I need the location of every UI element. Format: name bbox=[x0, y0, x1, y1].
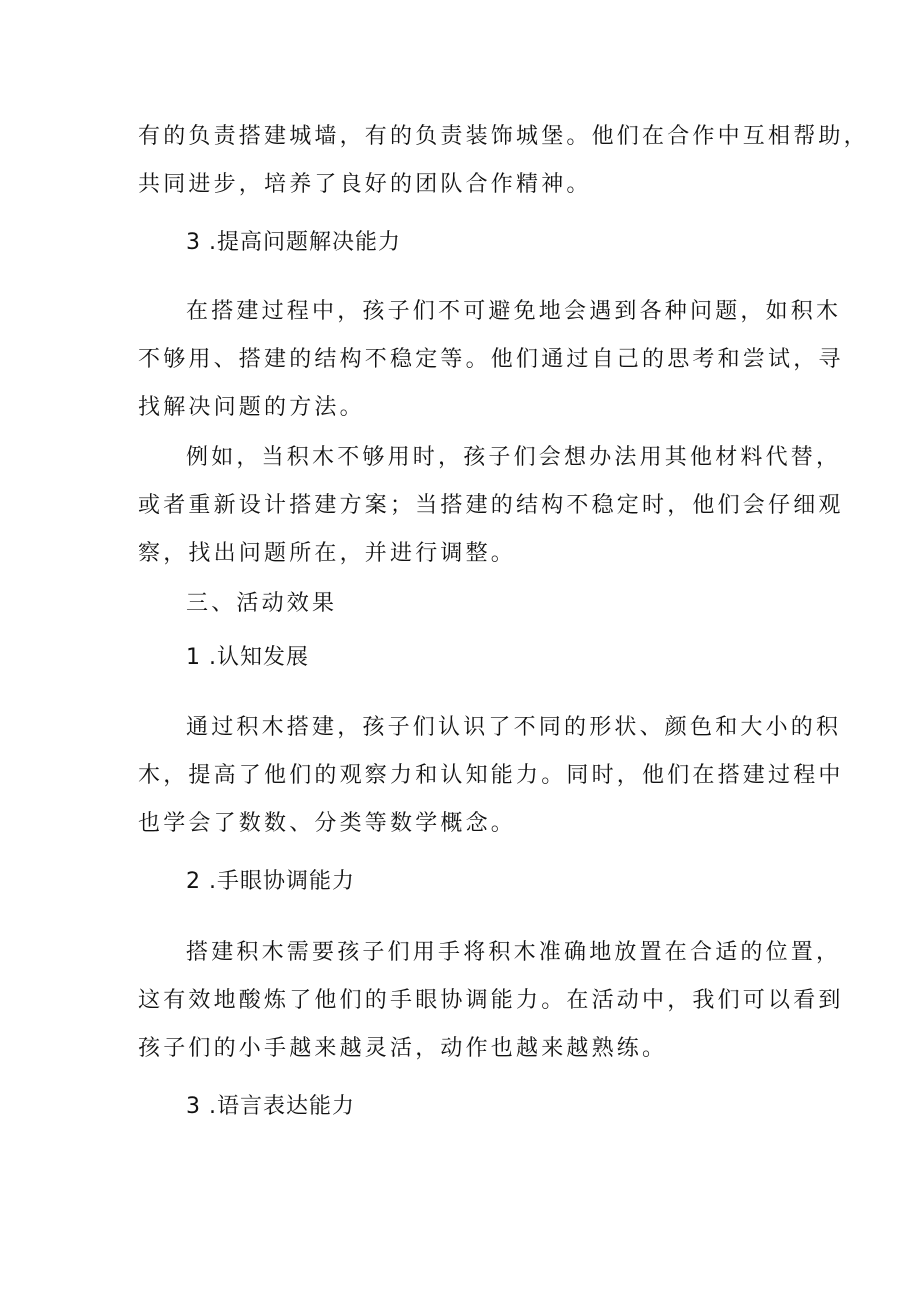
paragraph-text-line: 在搭建过程中，孩子们不可避免地会遇到各种问题，如积木 bbox=[186, 299, 842, 324]
section-title: 三、活动效果 bbox=[186, 591, 338, 616]
paragraph-text-line: 共同进步，培养了良好的团队合作精神。 bbox=[138, 172, 592, 197]
paragraph-text-line: 或者重新设计搭建方案；当搭建的结构不稳定时，他们会仔细观 bbox=[138, 493, 844, 518]
subsection-heading: 3 .提高问题解决能力 bbox=[186, 230, 401, 255]
paragraph-text-line: 孩子们的小手越来越灵活，动作也越来越熟练。 bbox=[138, 1036, 668, 1061]
paragraph-text-line: 搭建积木需要孩子们用手将积木准确地放置在合适的位置， bbox=[186, 940, 842, 965]
paragraph-text-line: 有的负责搭建城墙，有的负责装饰城堡。他们在合作中互相帮助， bbox=[138, 124, 869, 149]
paragraph-text-line: 这有效地酸炼了他们的手眼协调能力。在活动中，我们可以看到 bbox=[138, 988, 844, 1013]
paragraph-text-line: 察，找出问题所在，并进行调整。 bbox=[138, 541, 517, 566]
paragraph-text-line: 找解决问题的方法。 bbox=[138, 395, 365, 420]
subsection-heading: 2 .手眼协调能力 bbox=[186, 869, 355, 894]
paragraph-text-line: 例如，当积木不够用时，孩子们会想办法用其他材料代替， bbox=[186, 445, 842, 470]
paragraph-text-line: 不够用、搭建的结构不稳定等。他们通过自己的思考和尝试，寻 bbox=[138, 347, 844, 372]
subsection-heading: 1 .认知发展 bbox=[186, 645, 309, 670]
paragraph-text-line: 也学会了数数、分类等数学概念。 bbox=[138, 811, 517, 836]
paragraph-text-line: 木，提高了他们的观察力和认知能力。同时，他们在搭建过程中 bbox=[138, 763, 844, 788]
subsection-heading: 3 .语言表达能力 bbox=[186, 1094, 355, 1119]
paragraph-text-line: 通过积木搭建，孩子们认识了不同的形状、颜色和大小的积 bbox=[186, 715, 842, 740]
